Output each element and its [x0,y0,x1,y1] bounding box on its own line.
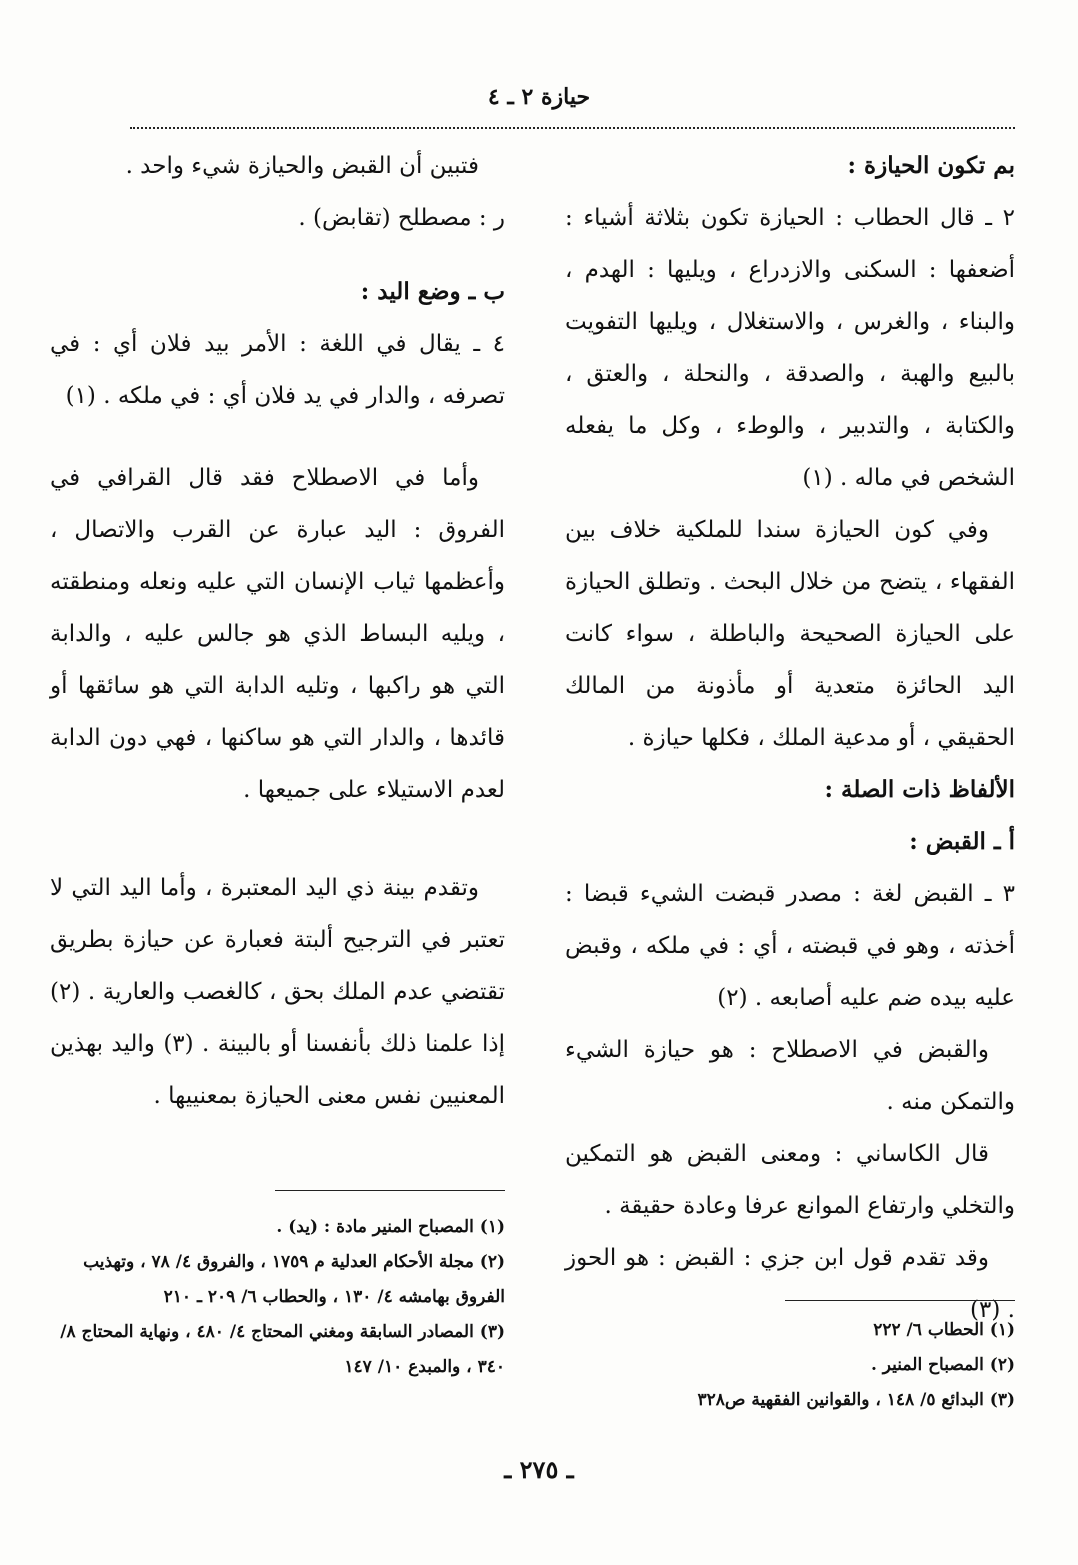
subsection-heading: ب ـ وضع اليد : [360,278,505,305]
footnote: (٢) مجلة الأحكام العدلية م ١٧٥٩ ، والفروق ٤/ ٧٨ ، وتهذيب الفروق بهامشه ٤/ ١٣٠ ، والحطاب ٦/ ٢٠٩ ـ ٢١٠ [83,1252,505,1307]
footnote-rule [785,1300,1015,1301]
left-column [50,140,505,1122]
footnote: (١) المصباح المنير مادة : (يد) . [276,1217,505,1237]
paragraph: ٤ ـ يقال في اللغة : الأمر بيد فلان أي : في تصرفه ، والدار في يد فلان أي : في ملكه . (١) [50,331,505,409]
paragraph: ٣ ـ القبض لغة : مصدر قبضت الشيء قبضا : أخذته ، وهو في قبضته ، أي : في ملكه ، وقبض عليه بيده ضم عليه أصابعه . (٢) [565,881,1015,1011]
paragraph: والقبض في الاصطلاح : هو حيازة الشيء والتمكن منه . [565,1037,1015,1115]
subsection-heading: أ ـ القبض : [909,828,1015,855]
section-heading: بم تكون الحيازة : [847,152,1015,179]
paragraph: وفي كون الحيازة سندا للملكية خلاف بين الفقهاء ، يتضح من خلال البحث . وتطلق الحيازة على الحيازة الصحيحة والباطلة ، سواء كانت اليد الحائزة متعدية أو مأذونة من المالك الحقيقي ، أو مدعية الملك ، فكلها حيازة . [565,517,1015,751]
paragraph: وقد تقدم قول ابن جزي : القبض : هو الحوز . (٣) [565,1245,1015,1323]
footnote: (٣) البدائع ٥/ ١٤٨ ، والقوانين الفقهية ص٣٢٨ [697,1390,1015,1410]
paragraph: وتقدم بينة ذي اليد المعتبرة ، وأما اليد التي لا تعتبر في الترجيح ألبتة فعبارة عن حيازة بطريق تقتضي عدم الملك بحق ، كالغصب والعارية . (٢) إذا علمنا ذلك بأنفسنا أو بالبينة . (٣) واليد بهذين المعنيين نفس معنى الحيازة بمعنييها . [50,875,505,1109]
footnote: (٣) المصادر السابقة ومغني المحتاج ٤/ ٤٨٠ ، ونهاية المحتاج ٨/ ٣٤٠ ، والمبدع ١٠/ ١٤٧ [60,1322,505,1377]
page-number: ـ ٢٧٥ ـ [504,1455,574,1484]
paragraph: وأما في الاصطلاح فقد قال القرافي في الفروق : اليد عبارة عن القرب والاتصال ، وأعظمها ثياب الإنسان التي عليه ونعله ومنطقته ، ويليه البساط الذي هو جالس عليه ، والدابة التي هو راكبها ، وتليه الدابة التي هو سائقها أو قائدها ، والدار التي هو ساكنها ، فهي دون الدابة لعدم الاستيلاء على جميعها . [50,465,505,803]
paragraph: ٢ ـ قال الحطاب : الحيازة تكون بثلاثة أشياء : أضعفها : السكنى والازدراع ، ويليها : الهدم ، والبناء ، والغرس ، والاستغلال ، ويليها التفويت بالبيع والهبة ، والصدقة ، والنحلة ، والعتق ، والكتابة ، والتدبير ، والوطء ، وكل ما يفعله الشخص في ماله . (١) [565,205,1015,491]
right-footnotes [565,1313,1015,1418]
paragraph: قال الكاساني : ومعنى القبض هو التمكين والتخلي وارتفاع الموانع عرفا وعادة حقيقة . [565,1141,1015,1219]
paragraph: فتبين أن القبض والحيازة شيء واحد . [125,153,479,179]
paragraph: ر : مصطلح (تقابض) . [298,205,505,231]
left-footnotes [50,1210,505,1385]
footnote-rule [275,1190,505,1191]
running-header: حيازة ٢ ـ ٤ [487,84,591,110]
section-heading: الألفاظ ذات الصلة : [824,776,1015,803]
header-dotted-rule [130,127,1015,129]
footnote: (١) الحطاب ٦/ ٢٢٢ [873,1320,1015,1340]
right-column [565,140,1015,1336]
footnote: (٢) المصباح المنير . [870,1355,1015,1375]
